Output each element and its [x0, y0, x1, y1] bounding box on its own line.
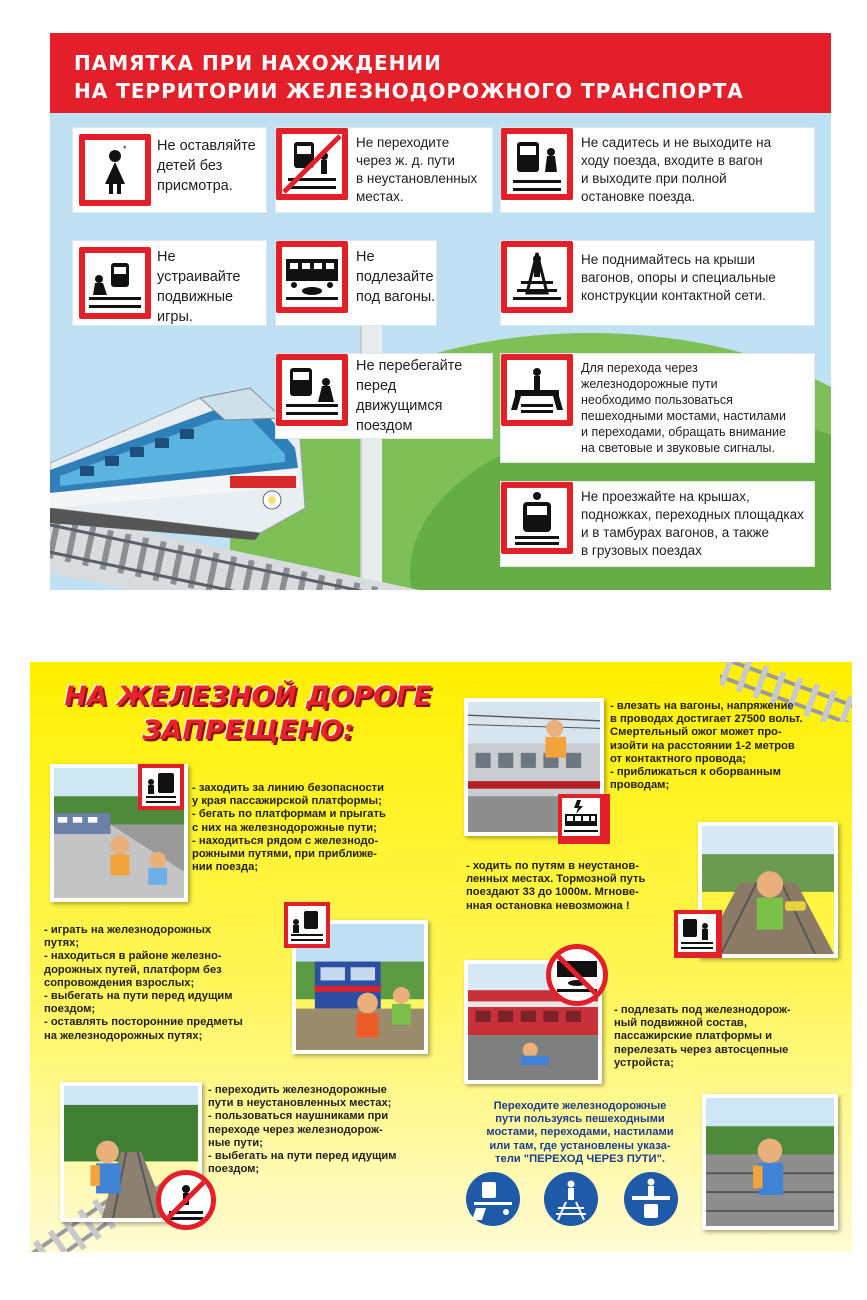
title-line-2: ЗАПРЕЩЕНО:: [142, 715, 354, 746]
sign-frame: [276, 241, 348, 313]
prohibitions-text-block: - переходить железнодорожные пути в неустановленных местах; - пользоваться наушниками при переходе через железнодорож- ные пути; - выбегать на пути перед идущим поездом;: [208, 1084, 397, 1176]
no-walking-on-tracks-icon: [678, 914, 716, 952]
sign-frame: [284, 902, 330, 948]
no-boarding-moving-train-icon: [507, 134, 567, 194]
no-crawling-under-wagons-icon: [551, 949, 603, 1001]
rule-text: Не устраивайте подвижные игры.: [157, 249, 241, 325]
safe-crossing-advice: Переходите железнодорожные пути пользуясь пешеходными мостами, переходами, настилами или там, где установлены указа- тели "ПЕРЕХОД ЧЕРЕЗ ПУТИ".: [486, 1100, 674, 1165]
pedestrian-underpass-sign: [466, 1172, 520, 1226]
sign-frame: [501, 241, 573, 313]
sign-frame: [546, 944, 608, 1006]
prohibitions-text-block: - заходить за линию безопасности у края пассажирской платформы; - бегать по платформам и прыгать с них на железнодорожные пути; - находиться рядом с железнодо- рожными путями, при приближе- нии поезда;: [192, 782, 386, 874]
rule-card-no-games: [72, 240, 267, 326]
railway-safety-memo-poster: [50, 33, 831, 590]
prohibitions-text-block: - влезать на вагоны, напряжение в проводах достигает 27500 вольт. Смертельный ожог может про- изойти на расстоянии 1-2 метров от контактного провода; - приближаться к оборванным проводам;: [610, 700, 803, 792]
no-games-near-tracks-icon: [288, 906, 326, 944]
prohibitions-text-block: - подлезать под железнодорож- ный подвижной состав, пассажирские платформы и перелезать через автосцепные устройста;: [614, 1004, 791, 1069]
rule-text: Не перебегайте перед движущимся поездом: [356, 358, 463, 434]
sign-frame: [558, 794, 610, 844]
rule-text: Не оставляйте детей без присмотра.: [157, 138, 256, 194]
underpass-icon: [466, 1172, 520, 1226]
high-voltage-wagon-icon: [562, 798, 600, 836]
electric-train-illustration: [50, 358, 310, 543]
no-crossing-tracks-icon: [282, 134, 342, 194]
no-riding-on-roof-icon: [507, 488, 567, 548]
prohibitions-text-block: - играть на железнодорожных путях; - находиться в районе железно- дорожных путей, платформ без сопровождения взрослых; - выбегать на пути перед идущим поездом; - оставлять посторонние предметы на железнодорожных путях;: [44, 924, 243, 1042]
sign-frame: [276, 354, 348, 426]
no-climbing-roof-icon: [507, 247, 567, 307]
sign-frame: [501, 482, 573, 554]
rule-card-boarding: [500, 127, 815, 213]
title-line-1: ПАМЯТКА ПРИ НАХОЖДЕНИИ: [74, 51, 442, 75]
rule-card-no-crawling: [275, 240, 437, 326]
pedestrian-crossing-sign: [544, 1172, 598, 1226]
sign-frame: [79, 247, 151, 319]
rule-text: Не проезжайте на крышах, подножках, переходных площадках и в тамбурах вагонов, а также в грузовых поездах: [581, 489, 804, 558]
rule-text: Не поднимайтесь на крыши вагонов, опоры и специальные конструкции контактной сети.: [581, 252, 776, 303]
rule-card-no-climbing: [500, 240, 815, 326]
railway-prohibitions-poster: [30, 662, 852, 1252]
rule-card-no-crossing: [275, 127, 493, 213]
child-alone-icon: [85, 140, 145, 200]
poster-title: [48, 680, 448, 748]
title-line-2: НА ТЕРРИТОРИИ ЖЕЛЕЗНОДОРОЖНОГО ТРАНСПОРТА: [74, 79, 744, 103]
sign-frame: [138, 764, 184, 810]
title-line-1: НА ЖЕЛЕЗНОЙ ДОРОГЕ: [64, 681, 432, 712]
sign-frame: [156, 1170, 216, 1230]
no-games-near-tracks-icon: [85, 253, 145, 313]
rule-card-no-running: [275, 353, 493, 439]
platform-edge-warning-icon: [142, 768, 180, 806]
pedestrian-bridge-icon: [507, 360, 567, 420]
rule-text: Не подлезайте под вагоны.: [356, 249, 436, 305]
rule-card-pedestrian-crossing: [500, 353, 815, 463]
rule-text: Для перехода через железнодорожные пути необходимо пользоваться пешеходными мостами, настилами и переходами, обращать внимание на световые и звуковые сигналы.: [581, 361, 786, 455]
no-headphones-crossing-icon: [161, 1175, 211, 1225]
sign-frame: [276, 128, 348, 200]
no-crawling-under-wagons-icon: [282, 247, 342, 307]
sign-frame: [674, 910, 722, 958]
title-banner: [50, 33, 831, 113]
prohibitions-text-block: - ходить по путям в неустанов- ленных местах. Тормозной путь поездают 33 до 1000м. Мгнове- нная остановка невозможна !: [466, 860, 646, 912]
poster-title: [74, 49, 744, 105]
rule-text: Не садитесь и не выходите на ходу поезда, входите в вагон и выходите при полной остановке поезда.: [581, 135, 772, 204]
no-running-before-train-icon: [282, 360, 342, 420]
track-crossing-icon: [544, 1172, 598, 1226]
pedestrian-bridge-sign: [624, 1172, 678, 1226]
svg-text:*: *: [123, 144, 127, 154]
sign-frame: [501, 354, 573, 426]
sign-frame: [79, 134, 151, 206]
rule-card-no-riding-outside: [500, 481, 815, 567]
rule-card-child-supervision: [72, 127, 267, 213]
sign-frame: [501, 128, 573, 200]
rule-text: Не переходите через ж. д. пути в неустановленных местах.: [356, 135, 478, 204]
pedestrian-bridge-icon: [624, 1172, 678, 1226]
photo-boy-crossing-tracks: [702, 1094, 838, 1230]
